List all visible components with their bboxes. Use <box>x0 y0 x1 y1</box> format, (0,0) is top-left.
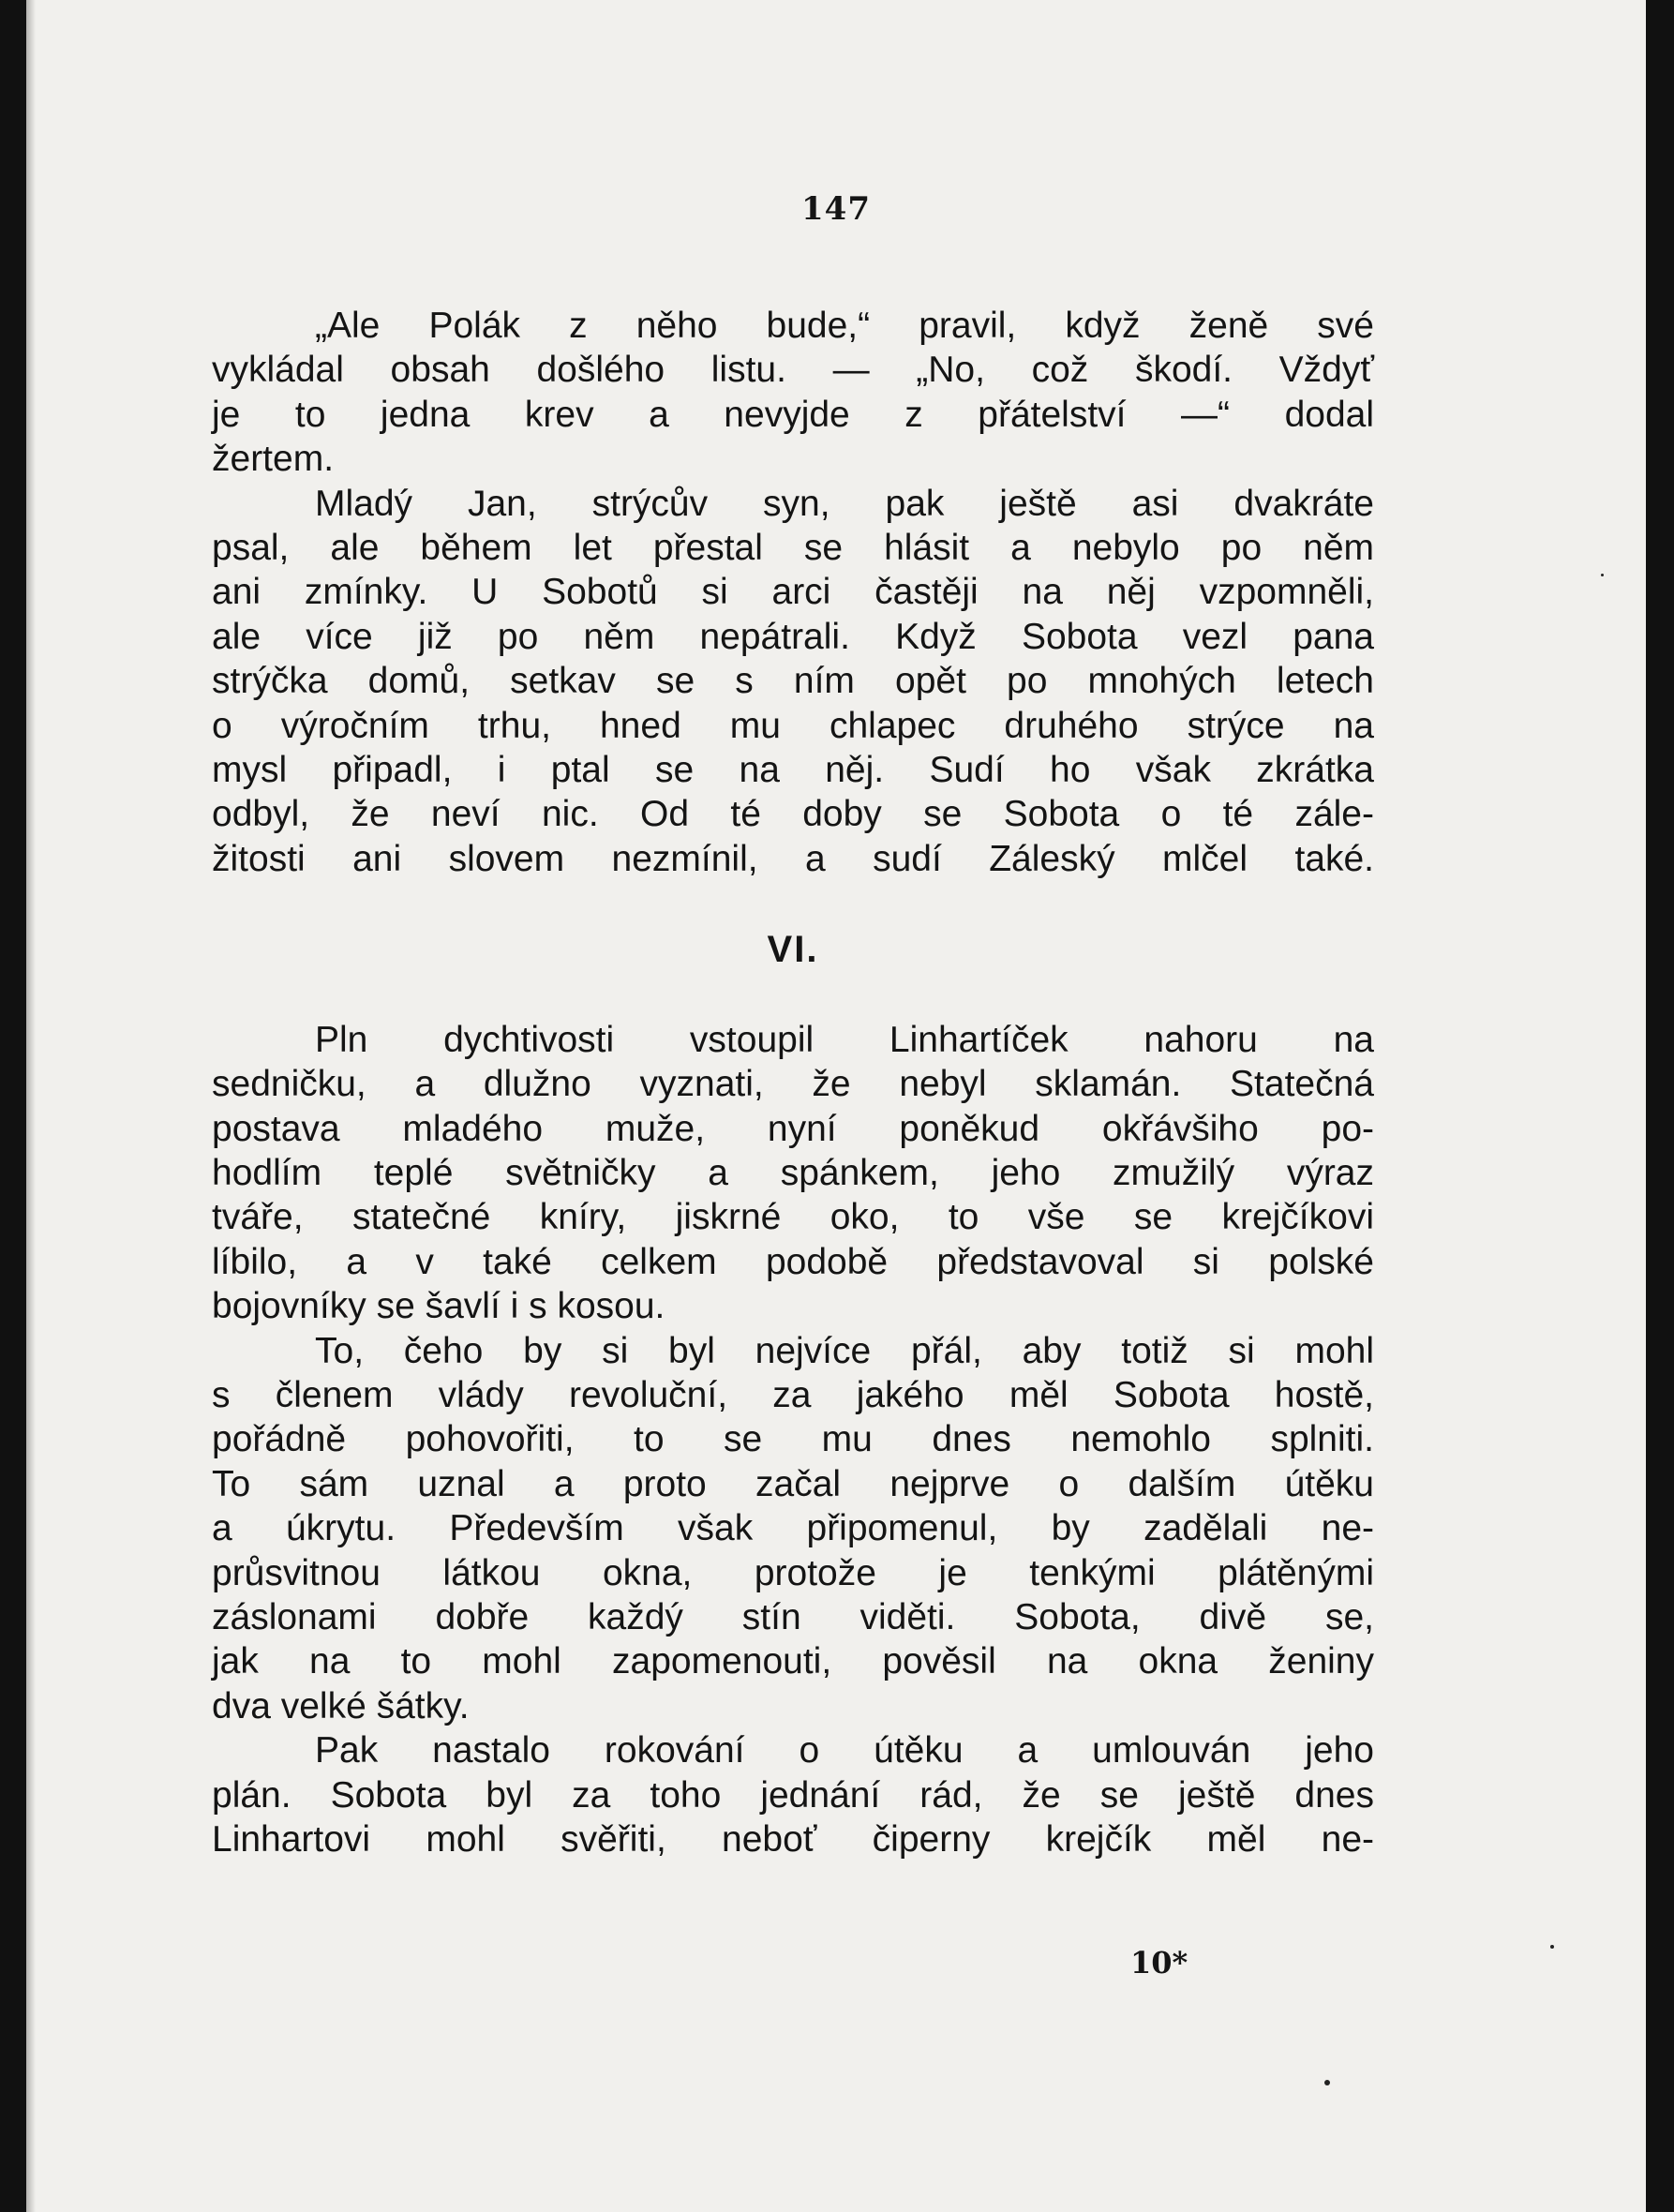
text-line: líbilo, a v také celkem podobě představoval si polské <box>212 1241 1374 1282</box>
text-line: je to jedna krev a nevyjde z přátelství —“ dodal <box>212 394 1374 435</box>
body-text <box>212 304 1374 1861</box>
text-line: průsvitnou látkou okna, protože je tenkými plátěnými <box>212 1552 1374 1593</box>
signature-mark: 10* <box>1130 1945 1188 1980</box>
paragraph-3 <box>212 1018 1374 1329</box>
text-line: Pak nastalo rokování o útěku a umlouván jeho <box>315 1730 1374 1771</box>
text-line: bojovníky se šavlí i s kosou. <box>212 1286 665 1327</box>
text-line: sedničku, a dlužno vyznati, že nebyl sklamán. Statečná <box>212 1064 1374 1105</box>
text-line: pořádně pohovořiti, to se mu dnes nemohlo splniti. <box>212 1419 1374 1460</box>
text-line: a úkrytu. Především však připomenul, by zadělali ne- <box>212 1508 1374 1549</box>
text-line: To, čeho by si byl nejvíce přál, aby totiž si mohl <box>315 1330 1374 1371</box>
paragraph-5 <box>212 1728 1374 1861</box>
book-page <box>26 0 1646 2212</box>
text-line: žertem. <box>212 439 335 480</box>
text-line: vykládal obsah došlého listu. — „No, což škodí. Vždyť <box>212 350 1374 391</box>
dust-speck <box>1601 574 1604 576</box>
page-number: 147 <box>801 190 871 228</box>
text-line: mysl připadl, i ptal se na něj. Sudí ho však zkrátka <box>212 750 1374 791</box>
text-line: Mladý Jan, strýcův syn, pak ještě asi dvakráte <box>315 483 1374 524</box>
text-line: plán. Sobota byl za toho jednání rád, že se ještě dnes <box>212 1774 1374 1816</box>
text-line: jak na to mohl zapomenouti, pověsil na okna ženiny <box>212 1641 1374 1682</box>
dust-speck <box>1550 1945 1554 1949</box>
text-line: s členem vlády revoluční, za jakého měl Sobota hostě, <box>212 1374 1374 1415</box>
text-line: ani zmínky. U Sobotů si arci častěji na něj vzpomněli, <box>212 572 1374 613</box>
paragraph-1 <box>212 304 1374 482</box>
dust-speck <box>1324 2080 1330 2085</box>
text-line: Pln dychtivosti vstoupil Linhartíček nahoru na <box>315 1019 1374 1060</box>
text-line: To sám uznal a proto začal nejprve o dalším útěku <box>212 1463 1374 1504</box>
text-line: žitosti ani slovem nezmínil, a sudí Záleský mlčel také. <box>212 838 1374 879</box>
paragraph-4 <box>212 1329 1374 1729</box>
text-line: tváře, statečné kníry, jiskrné oko, to vše se krejčíkovi <box>212 1197 1374 1238</box>
text-line: hodlím teplé světničky a spánkem, jeho zmužilý výraz <box>212 1152 1374 1193</box>
text-line: odbyl, že neví nic. Od té doby se Sobota o té zále- <box>212 794 1374 835</box>
text-line: strýčka domů, setkav se s ním opět po mnohých letech <box>212 661 1374 702</box>
text-line: Linhartovi mohl svěřiti, neboť čiperny krejčík měl ne- <box>212 1819 1374 1860</box>
text-line: o výročním trhu, hned mu chlapec druhého strýce na <box>212 705 1374 746</box>
chapter-heading: VI. <box>767 929 819 971</box>
text-line: záslonami dobře každý stín viděti. Sobota, divě se, <box>212 1596 1374 1637</box>
text-line: postava mladého muže, nyní poněkud okřávšiho po- <box>212 1108 1374 1149</box>
paragraph-2 <box>212 482 1374 882</box>
text-line: ale více již po něm nepátrali. Když Sobota vezl pana <box>212 616 1374 657</box>
text-line: dva velké šátky. <box>212 1685 470 1726</box>
text-line: psal, ale během let přestal se hlásit a nebylo po něm <box>212 528 1374 569</box>
text-line: „Ale Polák z něho bude,“ pravil, když ženě své <box>315 306 1374 346</box>
